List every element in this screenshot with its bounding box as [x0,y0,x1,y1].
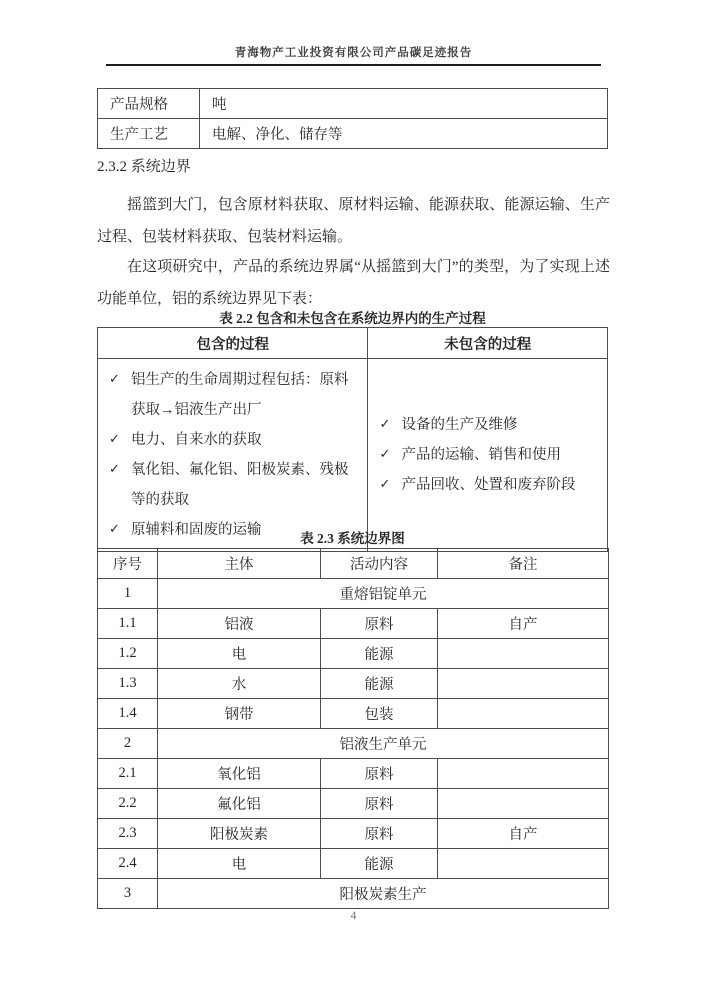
cell-merged-unit: 阳极炭素生产 [158,879,609,909]
cell-note [438,699,609,729]
checkmark-icon: ✓ [379,447,391,462]
cell-subject: 钢带 [158,699,321,729]
cell-no: 2.3 [98,819,158,849]
section-heading: 2.3.2 系统边界 [97,159,191,175]
table-row [98,819,609,849]
table22-caption: 表 2.2 包含和未包含在系统边界内的生产过程 [219,311,486,326]
cell-subject: 电 [158,639,321,669]
column-header-no: 序号 [98,549,158,579]
table-row-group [98,579,609,609]
system-boundary-process-table [97,327,608,552]
cell-merged-unit: 重熔铝锭单元 [158,579,609,609]
cell-note: 自产 [438,609,609,639]
list-item-text: 铝生产的生命周期过程包括：原料获取→铝液生产出厂 [131,372,349,418]
cell-activity: 原料 [321,609,438,639]
spec-value: 电解、净化、储存等 [200,119,608,149]
table-row [98,699,609,729]
cell-note [438,849,609,879]
list-item-text: 产品回收、处置和废弃阶段 [401,477,576,493]
table-row [98,759,609,789]
table-body-row [98,359,608,552]
checkmark-icon: ✓ [379,417,391,432]
cell-activity: 包装 [321,699,438,729]
spec-value: 吨 [200,89,608,119]
checkmark-icon: ✓ [109,462,120,477]
list-item-text: 原辅料和固废的运输 [131,522,262,538]
excluded-list [368,365,601,545]
table-row [98,119,608,149]
page-number: 4 [350,910,357,922]
cell-subject: 铝液 [158,609,321,639]
list-item [368,410,601,440]
page-header-title: 青海物产工业投资有限公司产品碳足迹报告 [234,47,473,59]
table-row-group [98,729,609,759]
cell-no: 2.1 [98,759,158,789]
checkmark-icon: ✓ [379,477,391,492]
paragraph-scope: 摇篮到大门，包含原材料获取、原材料运输、能源获取、能源运输、生产过程、包装材料获取、包装材料运输。 [97,197,610,245]
table-row [98,789,609,819]
cell-no: 1.2 [98,639,158,669]
cell-activity: 能源 [321,639,438,669]
checkmark-icon: ✓ [109,372,120,387]
table-header-row [98,328,608,359]
cell-note [438,789,609,819]
spec-label: 产品规格 [98,89,200,119]
spec-label: 生产工艺 [98,119,200,149]
cell-subject: 水 [158,669,321,699]
cell-no: 2.2 [98,789,158,819]
table-row [98,609,609,639]
table-header-row [98,549,609,579]
cell-subject: 氟化铝 [158,789,321,819]
cell-no: 1.3 [98,669,158,699]
cell-activity: 原料 [321,819,438,849]
checkmark-icon: ✓ [109,522,120,537]
cell-note [438,669,609,699]
table-row [98,639,609,669]
list-item [368,440,601,470]
cell-activity: 能源 [321,849,438,879]
list-item-text: 电力、自来水的获取 [131,432,262,448]
cell-note: 自产 [438,819,609,849]
cell-activity: 原料 [321,789,438,819]
table-row [98,89,608,119]
column-header-included: 包含的过程 [98,328,368,359]
list-item [98,455,361,515]
cell-activity: 能源 [321,669,438,699]
column-header-note: 备注 [438,549,609,579]
cell-subject: 阳极炭素 [158,819,321,849]
column-header-excluded: 未包含的过程 [368,328,608,359]
cell-no: 1 [98,579,158,609]
cell-no: 2.4 [98,849,158,879]
column-header-subject: 主体 [158,549,321,579]
cell-subject: 电 [158,849,321,879]
cell-note [438,639,609,669]
list-item [368,470,601,500]
table23-caption: 表 2.3 系统边界图 [300,531,405,546]
list-item-text: 设备的生产及维修 [401,417,518,433]
checkmark-icon: ✓ [109,432,120,447]
cell-no: 3 [98,879,158,909]
list-item [98,365,361,425]
list-item-text: 产品的运输、销售和使用 [401,447,561,463]
included-list [98,365,361,545]
header-divider [106,64,601,66]
list-item [98,425,361,455]
cell-activity: 原料 [321,759,438,789]
table-row-group [98,879,609,909]
cell-no: 2 [98,729,158,759]
table-row [98,849,609,879]
list-item-text: 氧化铝、氟化铝、阳极炭素、残极等的获取 [131,462,349,508]
included-cell [98,359,368,552]
column-header-activity: 活动内容 [321,549,438,579]
system-boundary-diagram-table [97,548,609,909]
cell-subject: 氧化铝 [158,759,321,789]
table-row [98,669,609,699]
excluded-cell [368,359,608,552]
cell-no: 1.1 [98,609,158,639]
cell-note [438,759,609,789]
product-spec-table [97,88,608,149]
paragraph-study: 在这项研究中，产品的系统边界属“从摇篮到大门”的类型，为了实现上述功能单位，铝的系统边界见下表： [97,259,610,307]
cell-no: 1.4 [98,699,158,729]
cell-merged-unit: 铝液生产单元 [158,729,609,759]
